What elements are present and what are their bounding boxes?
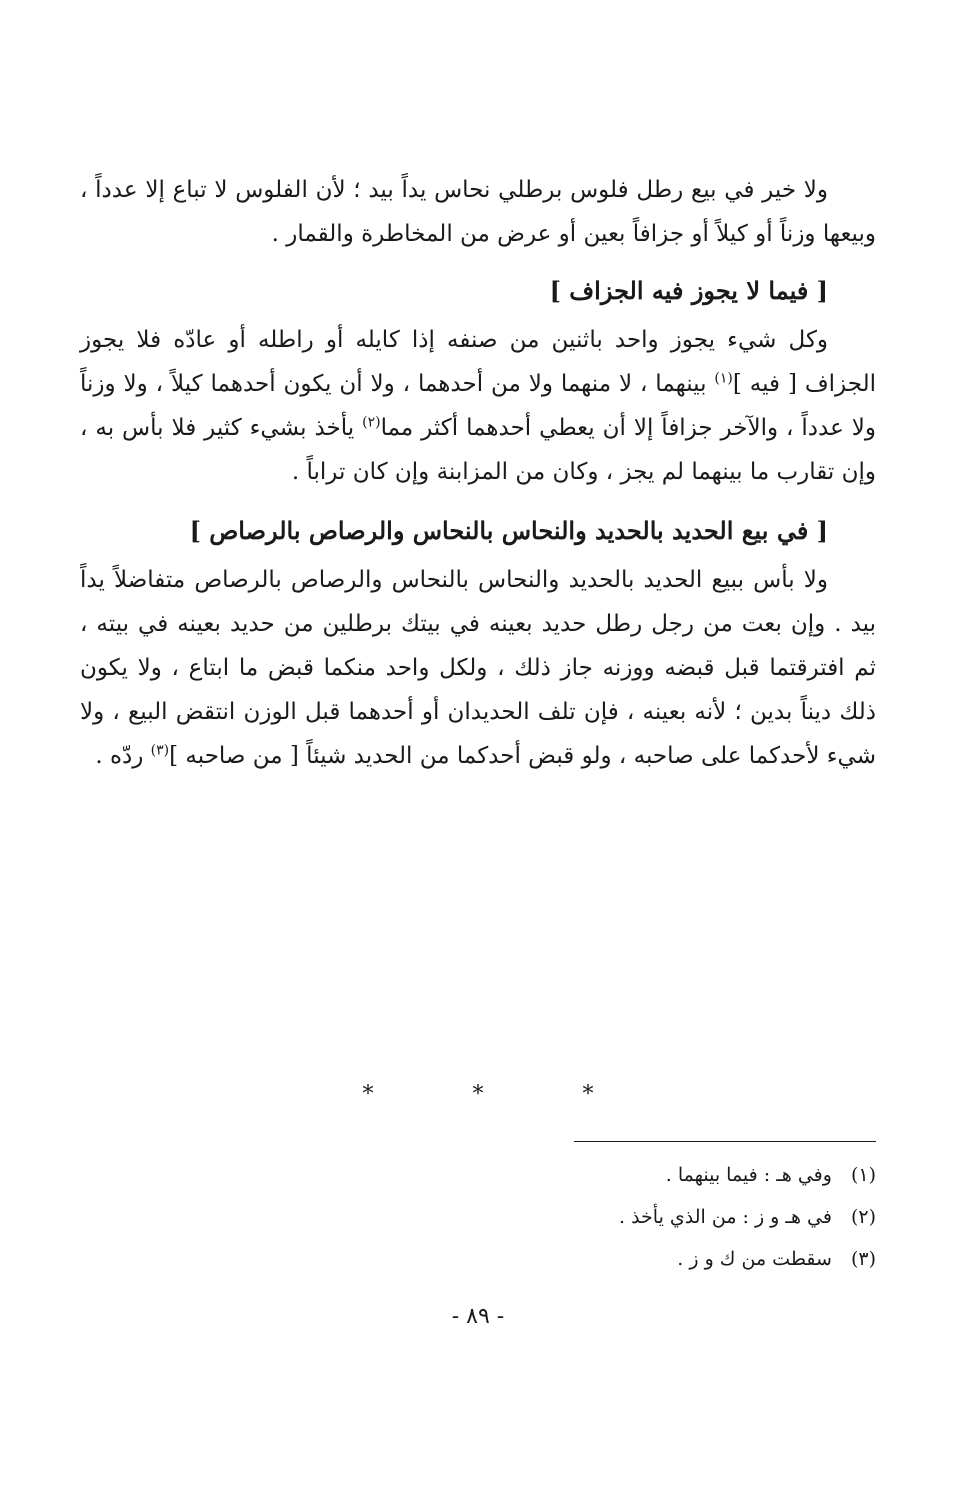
section-heading-jizaf: [ فيما لا يجوز فيه الجزاف ] [549,276,828,305]
page-number: - ٨٩ - [451,1304,505,1329]
paragraph-3-part-a: ولا بأس ببيع الحديد بالحديد والنحاس بالنحاس والرصاص بالرصاص متفاضلاً يداً بيد . وإن بعت من رجل رطل حديد بعينه في بيتك برطلين من حديد بعينه في بيته ، ثم افترقتما قبل قبضه ووزنه جاز ذلك ، ولكل واحد منكما قبض ما ابتاع ، ولا يكون ذلك ديناً بدين ؛ لأنه بعينه ، فإن تلف الحديدان أو أحدهما قبل الوزن انتقض البيع ، ولا شيء لأحدكما على صاحبه ، ولو قبض أحدكما من الحديد شيئاً [ من صاحبه ] [80,567,876,769]
footnote-ref-3[interactable]: (٣) [150,742,170,759]
footnote-ref-2[interactable]: (٢) [362,414,381,431]
footnote-number: (١) [850,1164,876,1186]
footnote-ref-1[interactable]: (١) [714,370,733,387]
paragraph-2 [80,318,876,494]
paragraph-1: ولا خير في بيع رطل فلوس برطلي نحاس يداً بيد ؛ لأن الفلوس لا تباع إلا عدداً ، وبيعها وزناً أو كيلاً أو جزافاً بعين أو عرض من المخاطرة والقمار . [80,177,876,247]
footnote-divider [574,1141,876,1142]
footnote-text: سقطت من ك و ز . [677,1248,832,1270]
footnote-text: وفي هـ : فيما بينهما . [665,1164,832,1186]
main-text [80,168,876,778]
section-separator: * * * [362,1082,640,1107]
footnote-item [300,1196,876,1238]
footnote-number: (٢) [850,1206,876,1228]
footnote-number: (٣) [850,1248,876,1270]
footnote-item [300,1238,876,1280]
paragraph-2-part-c: يأخذ بشيء كثير فلا بأس به ، وإن تقارب ما بينهما لم يجز ، وكان من المزابنة وإن كان تراباً . [80,415,876,485]
paragraph-2-part-a: وكل شيء يجوز واحد باثنين من صنفه إذا كايله أو راطله أو عادّه فلا يجوز الجزاف [ فيه ] [80,327,876,397]
paragraph-2-part-b: بينهما ، لا منهما ولا من أحدهما ، ولا أن يكون أحدهما كيلاً ، ولا وزناً ولا عدداً ، والآخر جزافاً إلا أن يعطي أحدهما أكثر مما [80,371,876,441]
footnote-item [300,1154,876,1196]
section-heading-metals: [ في بيع الحديد بالحديد والنحاس بالنحاس والرصاص بالرصاص ] [189,516,828,545]
paragraph-3-part-b: ردّه . [95,743,151,769]
footnote-text: في هـ و ز : من الذي يأخذ . [618,1206,832,1228]
paragraph-3 [80,558,876,778]
footnotes [300,1154,876,1280]
